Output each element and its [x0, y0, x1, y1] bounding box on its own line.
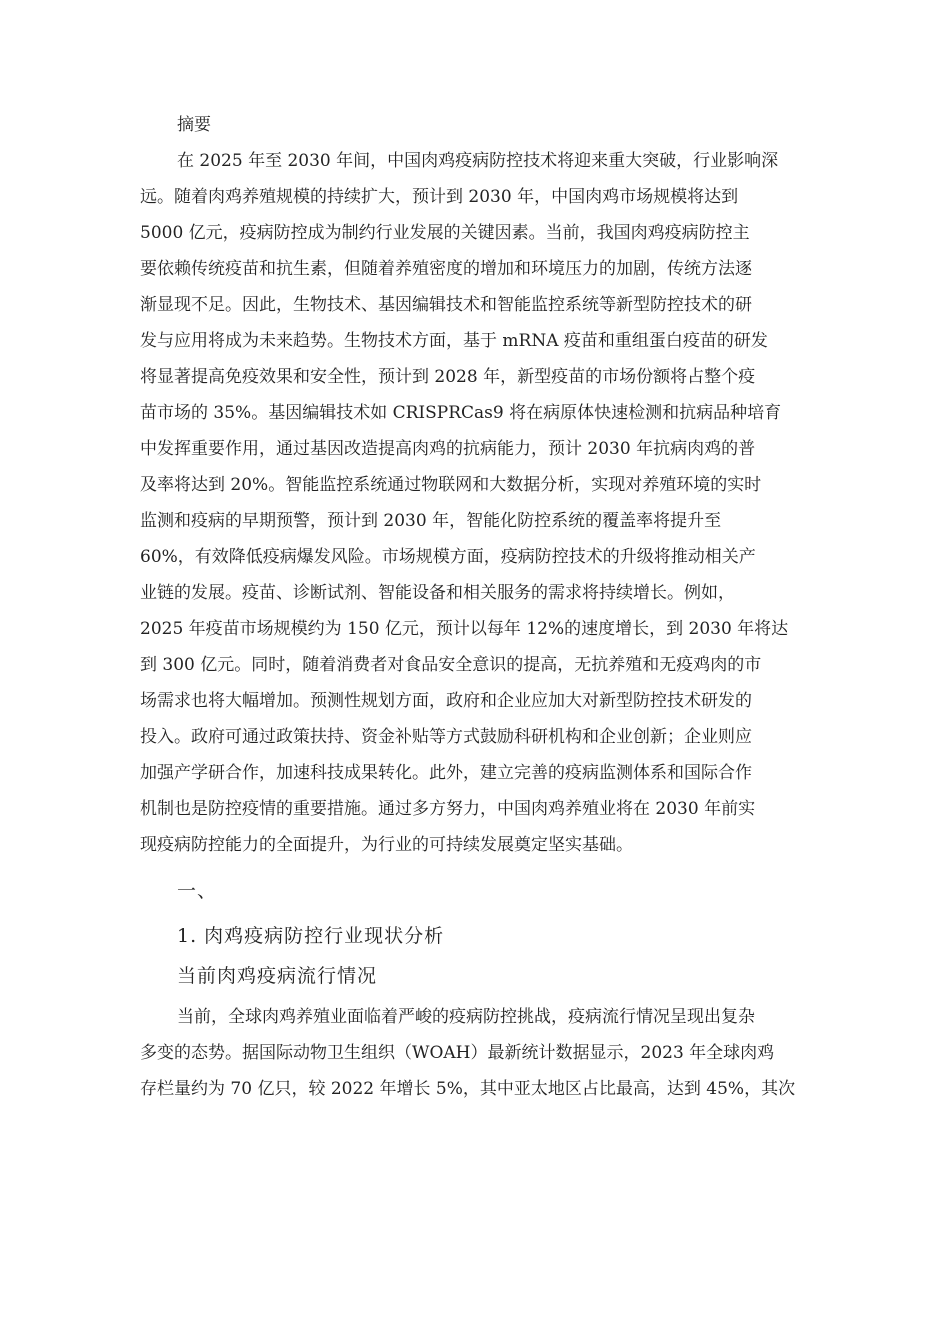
abstract-line: 渐显现不足。因此，生物技术、基因编辑技术和智能监控系统等新型防控技术的研 [140, 295, 752, 315]
body-line: 多变的态势。据国际动物卫生组织（WOAH）最新统计数据显示，2023 年全球肉鸡 [140, 1043, 775, 1063]
abstract-title: 摘要 [177, 115, 211, 135]
body-line: 当前，全球肉鸡养殖业面临着严峻的疫病防控挑战，疫病流行情况呈现出复杂 [177, 1007, 755, 1027]
abstract-line: 现疫病防控能力的全面提升，为行业的可持续发展奠定坚实基础。 [140, 835, 633, 855]
abstract-line: 加强产学研合作，加速科技成果转化。此外，建立完善的疫病监测体系和国际合作 [140, 763, 752, 783]
abstract-line: 要依赖传统疫苗和抗生素，但随着养殖密度的增加和环境压力的加剧，传统方法逐 [140, 259, 752, 279]
abstract-line: 中发挥重要作用，通过基因改造提高肉鸡的抗病能力，预计 2030 年抗病肉鸡的普 [140, 439, 756, 459]
abstract-line: 及率将达到 20%。智能监控系统通过物联网和大数据分析，实现对养殖环境的实时 [140, 475, 762, 495]
abstract-line: 在 2025 年至 2030 年间，中国肉鸡疫病防控技术将迎来重大突破，行业影响深 [177, 151, 779, 171]
section-marker: 一、 [177, 880, 218, 902]
section-heading: 1. 肉鸡疫病防控行业现状分析 [177, 925, 445, 947]
abstract-line: 场需求也将大幅增加。预测性规划方面，政府和企业应加大对新型防控技术研发的 [140, 691, 752, 711]
abstract-line: 监测和疫病的早期预警，预计到 2030 年，智能化防控系统的覆盖率将提升至 [140, 511, 722, 531]
abstract-line: 发与应用将成为未来趋势。生物技术方面，基于 mRNA 疫苗和重组蛋白疫苗的研发 [140, 331, 768, 351]
abstract-line: 5000 亿元，疫病防控成为制约行业发展的关键因素。当前，我国肉鸡疫病防控主 [140, 223, 750, 243]
abstract-line: 到 300 亿元。同时，随着消费者对食品安全意识的提高，无抗养殖和无疫鸡肉的市 [140, 655, 762, 675]
body-line: 存栏量约为 70 亿只，较 2022 年增长 5%，其中亚太地区占比最高，达到 45%，其次 [140, 1079, 796, 1099]
subsection-heading: 当前肉鸡疫病流行情况 [177, 965, 378, 987]
abstract-line: 远。随着肉鸡养殖规模的持续扩大，预计到 2030 年，中国肉鸡市场规模将达到 [140, 187, 739, 207]
abstract-line: 2025 年疫苗市场规模约为 150 亿元，预计以每年 12%的速度增长，到 2030 年将达 [140, 619, 789, 639]
abstract-line: 机制也是防控疫情的重要措施。通过多方努力，中国肉鸡养殖业将在 2030 年前实 [140, 799, 756, 819]
abstract-line: 60%，有效降低疫病爆发风险。市场规模方面，疫病防控技术的升级将推动相关产 [140, 547, 756, 567]
abstract-line: 将显著提高免疫效果和安全性，预计到 2028 年，新型疫苗的市场份额将占整个疫 [140, 367, 756, 387]
abstract-line: 业链的发展。疫苗、诊断试剂、智能设备和相关服务的需求将持续增长。例如， [140, 583, 735, 603]
abstract-line: 投入。政府可通过政策扶持、资金补贴等方式鼓励科研机构和企业创新；企业则应 [140, 727, 752, 747]
abstract-line: 苗市场的 35%。基因编辑技术如 CRISPRCas9 将在病原体快速检测和抗病品种培育 [140, 403, 782, 423]
